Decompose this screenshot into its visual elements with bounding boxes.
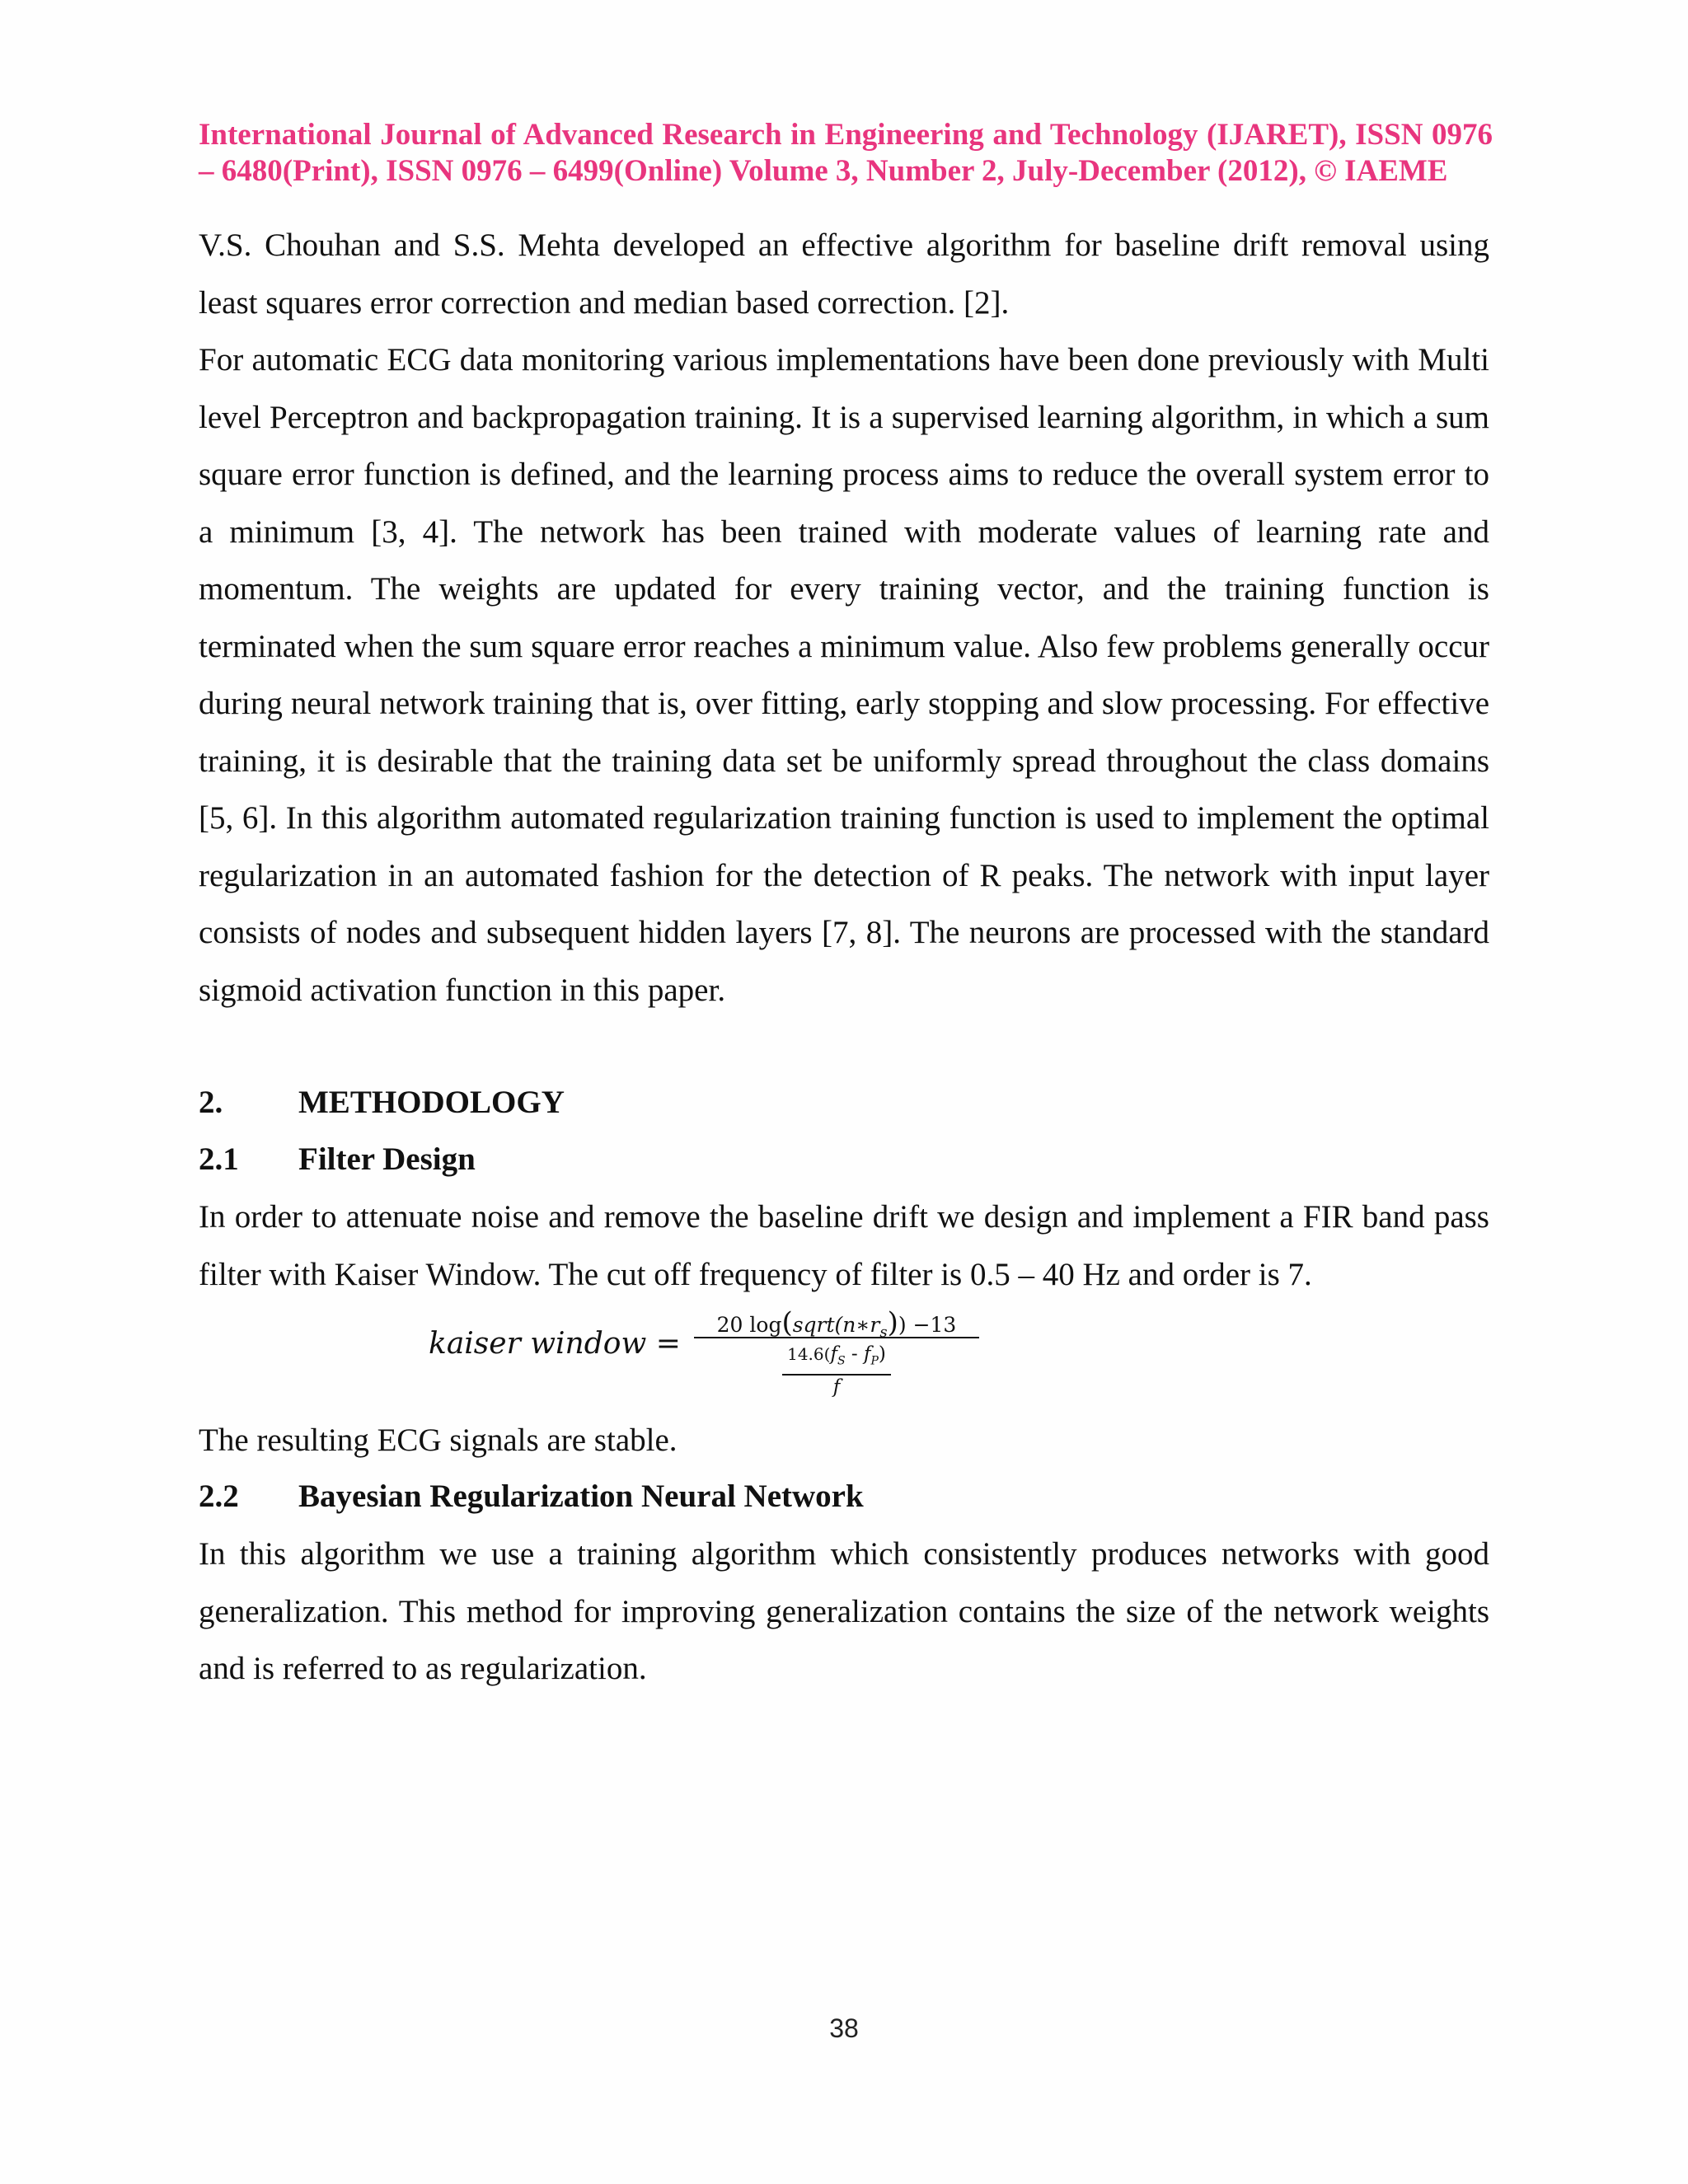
intro-paragraph-2: For automatic ECG data monitoring various implementations have been done previously with Multi level Perceptron and backpropagation training. It is a supervised learning algorithm, in which a sum square error function is defined, and the learning process aims to reduce the overall system error to a minimum [3, 4]. The network has been trained with moderate values of learning rate and momentum. The weights are updated for every training vector, and the training function is terminated when the sum square error reaches a minimum value. Also few problems generally occur during neural network training that is, over fitting, early stopping and slow processing. For effective training, it is desirable that the training data set be uniformly spread throughout the class domains [5, 6]. In this algorithm automated regularization training function is used to implement the optimal regularization in an automated fashion for the detection of R peaks. The network with input layer consists of nodes and subsequent hidden layers [7, 8]. The neurons are processed with the standard sigmoid activation function in this paper. bbox=[199, 342, 1489, 1008]
section-number: 2. bbox=[199, 1085, 223, 1120]
numerator-sqrt: sqrt(n∗r bbox=[792, 1313, 880, 1337]
subsection-title: Bayesian Regularization Neural Network bbox=[298, 1479, 864, 1514]
intro-paragraph-1: V.S. Chouhan and S.S. Mehta developed an effective algorithm for baseline drift removal using least squares error correction and median based correction. [2]. bbox=[199, 227, 1489, 321]
denominator-close: ) bbox=[878, 1343, 886, 1365]
intro-text bbox=[199, 217, 1489, 1019]
subsection-heading-filter-design bbox=[199, 1139, 476, 1180]
subsection-number: 2.2 bbox=[199, 1479, 239, 1514]
bayesian-text bbox=[199, 1526, 1489, 1698]
journal-header-line-2: – 6480(Print), ISSN 0976 – 6499(Online) Volume 3, Number 2, July-December (2012), © IAEME bbox=[199, 154, 1448, 188]
denominator-f1: f bbox=[830, 1343, 837, 1365]
formula-fraction bbox=[694, 1306, 979, 1399]
formula-denominator bbox=[694, 1338, 979, 1399]
filter-design-paragraph: In order to attenuate noise and remove the baseline drift we design and implement a FIR band pass filter with Kaiser Window. The cut off frequency of filter is 0.5 – 40 Hz and order is 7. bbox=[199, 1199, 1489, 1292]
filter-design-text bbox=[199, 1188, 1489, 1303]
subsection-heading-bayesian bbox=[199, 1476, 864, 1517]
denominator-coef: 14.6( bbox=[787, 1344, 831, 1364]
journal-header bbox=[199, 117, 1493, 190]
journal-header-line-1: International Journal of Advanced Research in Engineering and Technology (IJARET), ISSN 0976 bbox=[199, 118, 1493, 152]
numerator-log: 20 log bbox=[716, 1313, 782, 1337]
section-heading-methodology bbox=[199, 1082, 565, 1123]
page-number: 38 bbox=[829, 2013, 859, 2043]
formula-numerator: 20 $\log(sqrt(n∗r_s)) -13$ bbox=[716, 1306, 957, 1341]
denominator-sub2: P bbox=[870, 1354, 879, 1368]
subsection-number: 2.1 bbox=[199, 1141, 239, 1177]
bayesian-paragraph: In this algorithm we use a training algorithm which consistently produces networks with good generalization. This method for improving generalization contains the size of the network weights and is referred to as regularization. bbox=[199, 1536, 1489, 1686]
denominator-bottom: f bbox=[832, 1376, 841, 1398]
stable-signals-text bbox=[199, 1412, 1489, 1469]
denominator-f2: f bbox=[863, 1343, 871, 1365]
denominator-sub1: S bbox=[837, 1354, 846, 1368]
numerator-tail: ) −13 bbox=[898, 1313, 957, 1337]
section-title: METHODOLOGY bbox=[298, 1085, 565, 1120]
stable-signals-paragraph: The resulting ECG signals are stable. bbox=[199, 1422, 678, 1458]
kaiser-window-formula bbox=[429, 1306, 1006, 1399]
numerator-subscript: s bbox=[879, 1324, 888, 1341]
denominator-minus: - bbox=[845, 1343, 864, 1365]
formula-lhs: kaiser window = bbox=[429, 1327, 681, 1361]
subsection-title: Filter Design bbox=[298, 1141, 476, 1177]
